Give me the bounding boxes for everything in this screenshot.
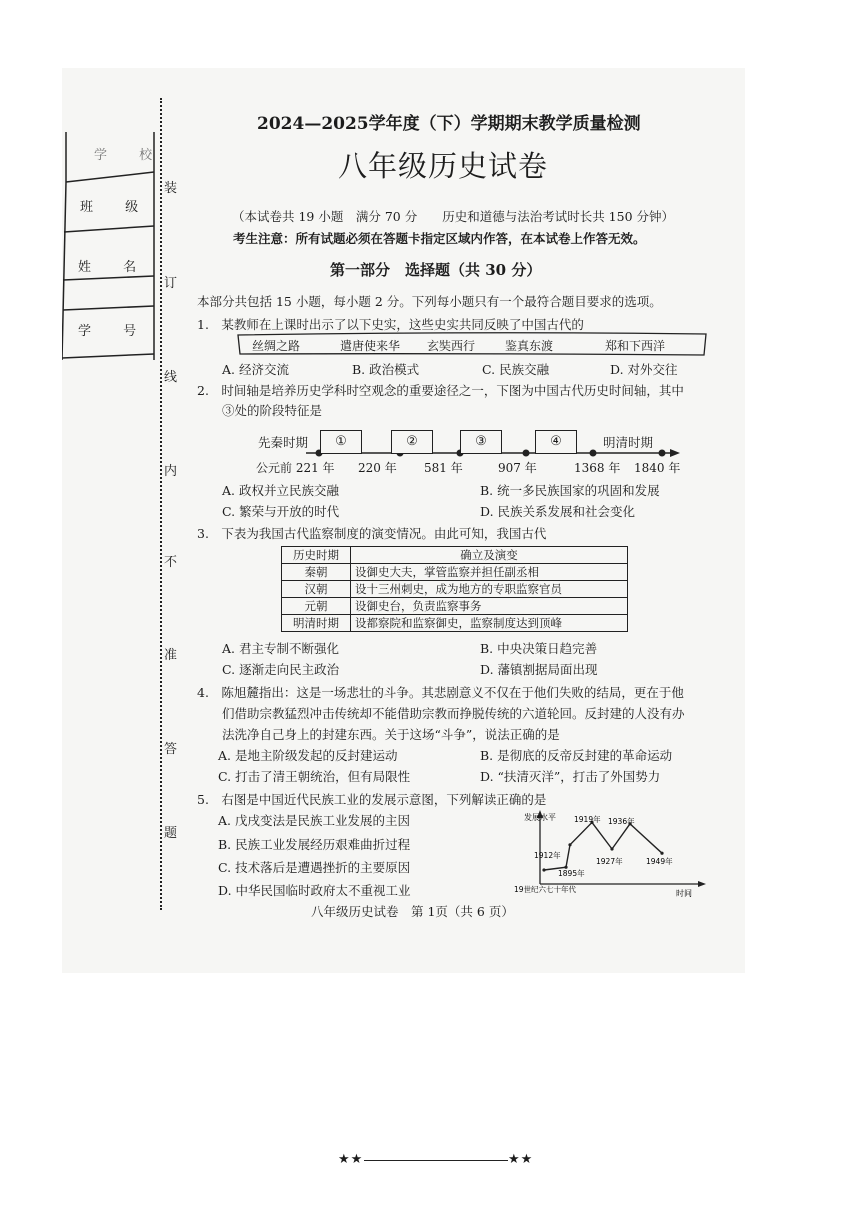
table-header-cell: 确立及演变 — [351, 547, 628, 564]
timeline-tick: 581 年 — [424, 461, 463, 475]
q1-fact: 丝绸之路 — [252, 339, 301, 353]
timeline-right-label: 明清时期 — [603, 435, 654, 450]
q1-fact: 郑和下西洋 — [605, 339, 666, 353]
student-info-table — [66, 132, 167, 360]
chart-point — [610, 847, 613, 850]
exam-notice: 考生注意：所有试题必须在答题卡指定区域内作答，在本试卷上作答无效。 — [233, 231, 646, 246]
timeline-tick: 1840 年 — [634, 461, 681, 475]
binding-line — [160, 98, 162, 910]
timeline-left-label: 先秦时期 — [258, 435, 309, 450]
table-cell: 汉朝 — [282, 581, 351, 598]
chart-point-label: 1895年 — [558, 869, 585, 878]
chart-point-label: 1919年 — [574, 815, 601, 824]
timeline-box: ③ — [460, 430, 502, 454]
exam-title: 2024—2025学年度（下）学期期末教学质量检测 — [257, 114, 641, 134]
chart-point — [568, 843, 571, 846]
table-row — [282, 615, 628, 632]
timeline-box: ① — [320, 430, 362, 454]
class-field-label: 班 级 — [80, 200, 153, 215]
q1-option-d: D. 对外交往 — [610, 362, 678, 377]
footer-divider — [364, 1160, 508, 1161]
q2-stem-line2: ③处的阶段特征是 — [222, 403, 323, 418]
table-cell: 设十三州刺史，成为地方的专职监察官员 — [351, 581, 628, 598]
industry-development-chart — [500, 808, 710, 900]
q4-option-b: B. 是彻底的反帝反封建的革命运动 — [480, 748, 673, 763]
q4-option-d: D. “扶清灭洋”，打击了外国势力 — [480, 769, 661, 784]
q1-stem: 1. 某教师在上课时出示了以下史实，这些史实共同反映了中国古代的 — [197, 317, 584, 332]
q3-option-d: D. 藩镇割据局面出现 — [480, 662, 598, 677]
chart-point-label: 1912年 — [534, 851, 561, 860]
q3-supervision-table — [281, 546, 628, 632]
chart-point — [542, 868, 545, 871]
timeline-tick: 220 年 — [358, 461, 397, 475]
q3-option-b: B. 中央决策日趋完善 — [480, 641, 598, 656]
q2-option-d: D. 民族关系发展和社会变化 — [480, 504, 636, 519]
timeline-tick: 1368 年 — [574, 461, 621, 475]
q4-option-c: C. 打击了清王朝统治，但有局限性 — [218, 769, 411, 784]
q4-stem-line2: 们借助宗教猛烈冲击传统却不能借助宗教而挣脱传统的六道轮回。反封建的人没有办 — [222, 706, 685, 721]
chart-point-label: 1927年 — [596, 857, 623, 866]
school-field-label: 学 校 — [94, 148, 167, 163]
table-cell: 设都察院和监察御史，监察制度达到顶峰 — [351, 615, 628, 632]
star-decoration-right: ★★ — [508, 1152, 534, 1167]
q1-fact: 鉴真东渡 — [505, 339, 554, 353]
student-id-field-label: 学 号 — [78, 324, 151, 339]
exam-info: （本试卷共 19 小题 满分 70 分 历史和道德与法治考试时长共 150 分钟） — [232, 209, 675, 224]
binding-char: 答 — [164, 742, 178, 757]
q5-option-a: A. 戊戌变法是民族工业发展的主因 — [218, 813, 410, 828]
binding-char: 订 — [164, 276, 178, 291]
q3-option-a: A. 君主专制不断强化 — [222, 641, 339, 656]
q3-option-c: C. 逐渐走向民主政治 — [222, 662, 340, 677]
timeline-box: ④ — [535, 430, 577, 454]
timeline-box: ② — [391, 430, 433, 454]
q2-option-b: B. 统一多民族国家的巩固和发展 — [480, 483, 660, 498]
table-header-cell: 历史时期 — [282, 547, 351, 564]
q1-fact: 玄奘西行 — [427, 339, 476, 353]
q5-stem: 5. 右图是中国近代民族工业的发展示意图，下列解读正确的是 — [197, 792, 547, 807]
chart-point-label: 1936年 — [608, 817, 635, 826]
table-row — [282, 581, 628, 598]
table-row — [282, 564, 628, 581]
binding-char: 准 — [164, 648, 178, 663]
section-intro: 本部分共包括 15 小题，每小题 2 分。下列每小题只有一个最符合题目要求的选项。 — [197, 294, 662, 309]
q5-option-d: D. 中华民国临时政府太不重视工业 — [218, 883, 411, 898]
q1-option-c: C. 民族交融 — [482, 362, 550, 377]
binding-char: 题 — [164, 826, 178, 841]
q4-stem-line3: 法洗净自己身上的封建东西。关于这场“斗争”，说法正确的是 — [222, 727, 560, 742]
q2-stem-line1: 2. 时间轴是培养历史学科时空观念的重要途径之一，下图为中国古代历史时间轴，其中 — [197, 383, 684, 398]
timeline-tick: 公元前 221 年 — [256, 461, 335, 475]
q2-option-c: C. 繁荣与开放的时代 — [222, 504, 340, 519]
section-title: 第一部分 选择题（共 30 分） — [330, 261, 542, 279]
table-header-row — [282, 547, 628, 564]
q1-fact: 遣唐使来华 — [340, 339, 401, 353]
q1-option-b: B. 政治模式 — [352, 362, 420, 377]
binding-char: 不 — [164, 555, 178, 570]
q4-stem-line1: 4. 陈旭麓指出：这是一场悲壮的斗争。其悲剧意义不仅在于他们失败的结局，更在于他 — [197, 685, 684, 700]
table-cell: 设御史大夫，掌管监察并担任副丞相 — [351, 564, 628, 581]
page-footer: 八年级历史试卷 第 1页（共 6 页） — [311, 904, 514, 919]
q5-option-b: B. 民族工业发展经历艰难曲折过程 — [218, 837, 411, 852]
chart-point-label: 1949年 — [646, 857, 673, 866]
q4-option-a: A. 是地主阶级发起的反封建运动 — [218, 748, 398, 763]
q3-stem: 3. 下表为我国古代监察制度的演变情况。由此可知，我国古代 — [197, 526, 547, 541]
name-field-label: 姓 名 — [78, 260, 151, 275]
q2-option-a: A. 政权并立民族交融 — [222, 483, 339, 498]
q1-option-a: A. 经济交流 — [222, 362, 289, 377]
table-cell: 设御史台，负责监察事务 — [351, 598, 628, 615]
q5-option-c: C. 技术落后是遭遇挫折的主要原因 — [218, 860, 411, 875]
chart-point-label: 19世纪六七十年代 — [514, 885, 577, 894]
table-cell: 元朝 — [282, 598, 351, 615]
table-cell: 明清时期 — [282, 615, 351, 632]
table-row — [282, 598, 628, 615]
exam-subtitle: 八年级历史试卷 — [338, 149, 549, 183]
chart-xlabel: 时间 — [676, 889, 692, 898]
table-cell: 秦朝 — [282, 564, 351, 581]
star-decoration-left: ★★ — [338, 1152, 364, 1167]
binding-char: 装 — [164, 181, 178, 196]
binding-char: 内 — [164, 464, 178, 479]
timeline-tick: 907 年 — [498, 461, 537, 475]
binding-char: 线 — [164, 370, 178, 385]
chart-x-arrow — [698, 881, 706, 887]
chart-point — [660, 852, 663, 855]
chart-ylabel: 发展水平 — [524, 813, 556, 822]
